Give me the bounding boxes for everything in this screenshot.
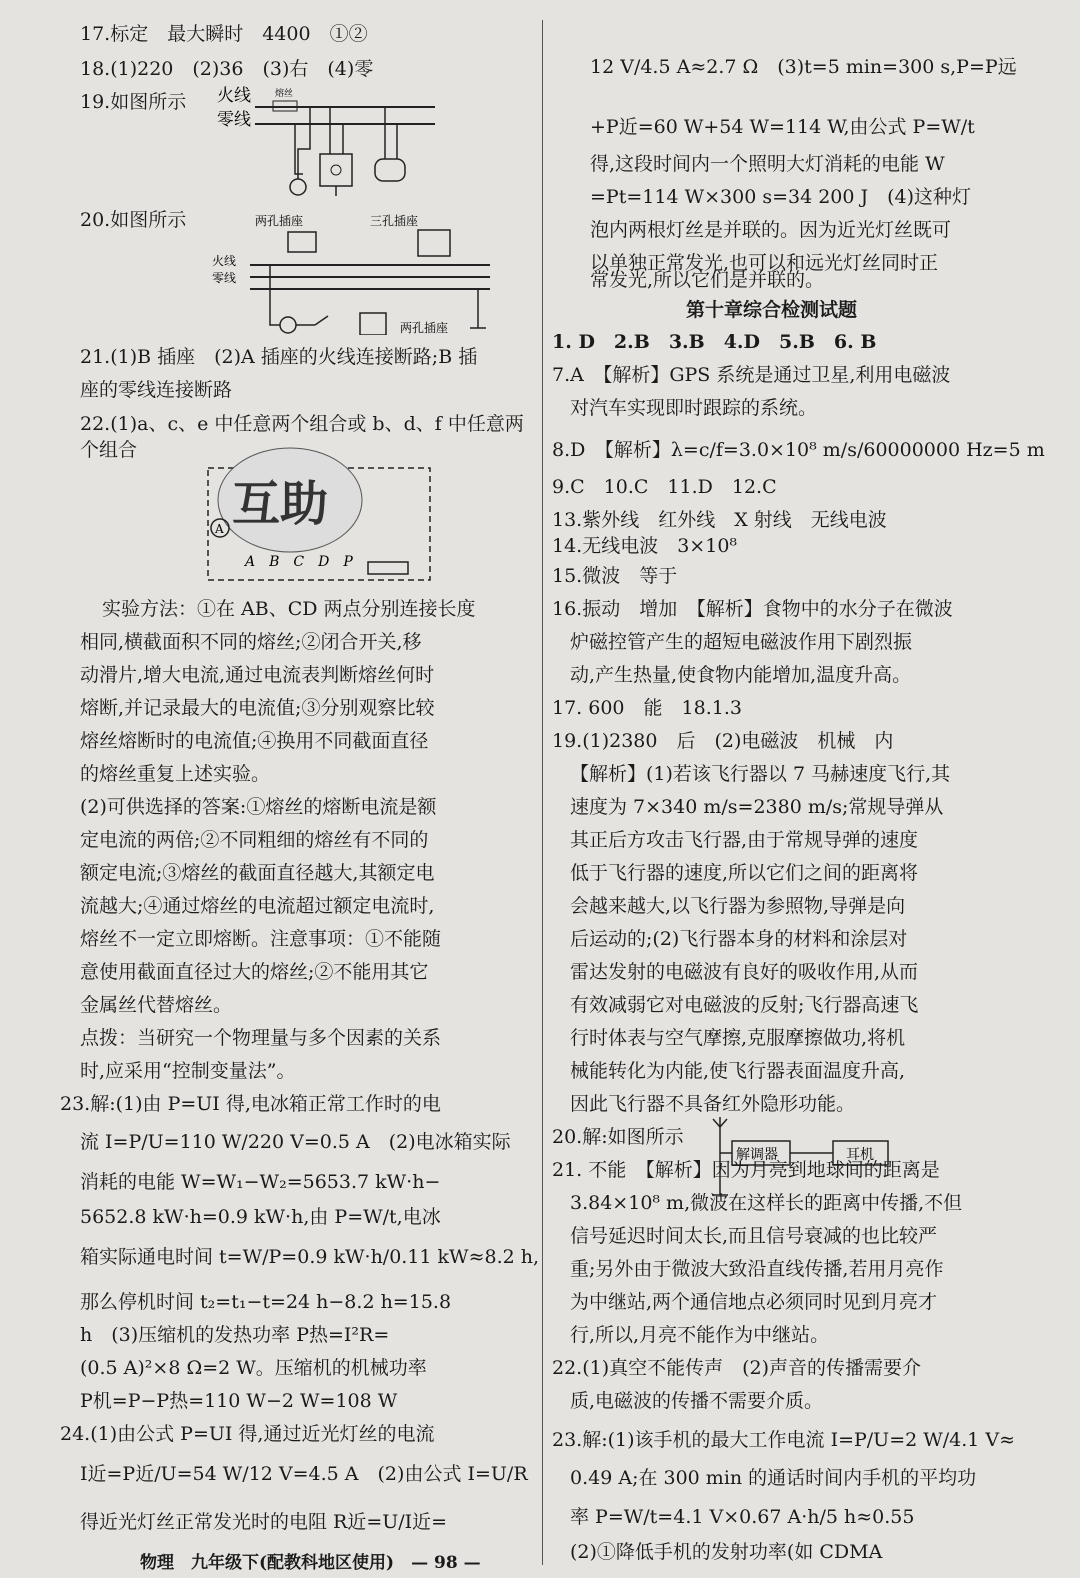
line-22i: (2)可供选择的答案:①熔丝的熔断电流是额 <box>80 796 437 818</box>
fig20-neutral-label: 零线 <box>212 271 237 285</box>
rline-36: 重;另外由于微波大致沿直线传播,若用月亮作 <box>570 1258 944 1280</box>
fig20-two-hole-b-label: 两孔插座 <box>400 321 449 335</box>
figure-19-circuit <box>215 84 445 204</box>
fig19-live-label: 火线 <box>217 86 251 106</box>
line-23i: P机=P−P热=110 W−2 W=108 W <box>80 1390 398 1412</box>
line-21a: 21.(1)B 插座 (2)A 插座的火线连接断路;B 插 <box>80 346 478 368</box>
rline-4: 泡内两根灯丝是并联的。因为近光灯丝既可 <box>590 219 952 241</box>
rline-23: 其正后方攻击飞行器,由于常规导弹的速度 <box>570 829 919 851</box>
line-22p: 点拨：当研究一个物理量与多个因素的关系 <box>80 1027 442 1049</box>
line-22l: 流越大;④通过熔丝的电流超过额定电流时, <box>80 895 435 917</box>
rline-26: 后运动的;(2)飞行器本身的材料和涂层对 <box>570 928 908 950</box>
line-23a: 23.解:(1)由 P=UI 得,电冰箱正常工作时的电 <box>60 1093 441 1115</box>
rline-15: 15.微波 等于 <box>552 565 678 587</box>
rline-12: 9.C 10.C 11.D 12.C <box>552 476 777 498</box>
line-18: 18.(1)220 (2)36 (3)右 (4)零 <box>80 58 374 80</box>
demodulator-label: 解调器 <box>736 1147 778 1163</box>
fig19-neutral-label: 零线 <box>217 110 251 130</box>
section-title: 第十章综合检测试题 <box>686 299 858 321</box>
line-23g: h (3)压缩机的发热功率 P热=I²R= <box>80 1324 390 1346</box>
line-22k: 额定电流;③熔丝的截面直径越大,其额定电 <box>80 862 435 884</box>
rline-41: 23.解:(1)该手机的最大工作电流 I=P/U=2 W/4.1 V≈ <box>552 1429 1016 1451</box>
rline-8: 1. D 2.B 3.B 4.D 5.B 6. B <box>552 331 877 353</box>
rline-6: 常发光,所以它们是并联的。 <box>590 269 825 291</box>
rline-38: 行,所以,月亮不能作为中继站。 <box>570 1324 830 1346</box>
fig20-live-label: 火线 <box>212 254 237 268</box>
rline-44: (2)①降低手机的发射功率(如 CDMA <box>570 1541 883 1563</box>
line-24c: 得近光灯丝正常发光时的电阻 R近=U/I近= <box>80 1511 448 1533</box>
rline-19: 17. 600 能 18.1.3 <box>552 697 742 719</box>
line-20: 20.如图所示 <box>80 209 187 231</box>
line-19: 19.如图所示 <box>80 91 187 113</box>
line-22h: 的熔丝重复上述实验。 <box>80 763 271 785</box>
two-hole-socket-icon <box>375 159 405 181</box>
rline-29: 行时体表与空气摩擦,克服摩擦做功,将机 <box>570 1027 906 1049</box>
rline-10: 对汽车实现即时跟踪的系统。 <box>570 397 818 419</box>
line-22q: 时,应采用“控制变量法”。 <box>80 1060 296 1082</box>
line-22c: 实验方法：①在 AB、CD 两点分别连接长度 <box>102 598 476 620</box>
line-24a: 24.(1)由公式 P=UI 得,通过近光灯丝的电流 <box>60 1423 435 1445</box>
fig20-two-hole-label: 两孔插座 <box>255 214 304 228</box>
rline-0: 12 V/4.5 A≈2.7 Ω (3)t=5 min=300 s,P=P远 <box>590 56 1017 78</box>
rline-24: 低于飞行器的速度,所以它们之间的距离将 <box>570 862 919 884</box>
rline-3: =Pt=114 W×300 s=34 200 J (4)这种灯 <box>590 186 972 208</box>
rline-40: 质,电磁波的传播不需要介质。 <box>570 1390 824 1412</box>
line-22m: 熔丝不一定立即熔断。注意事项：①不能随 <box>80 928 442 950</box>
line-22e: 动滑片,增大电流,通过电流表判断熔丝何时 <box>80 664 435 686</box>
line-23e: 箱实际通电时间 t=W/P=0.9 kW·h/0.11 kW≈8.2 h, <box>80 1246 540 1268</box>
rline-35: 信号延迟时间太长,而且信号衰减的也比较严 <box>570 1225 938 1247</box>
line-23f: 那么停机时间 t₂=t₁−t=24 h−8.2 h=15.8 <box>80 1291 452 1313</box>
line-22b: 个组合 <box>80 439 138 461</box>
line-22g: 熔丝熔断时的电流值;④换用不同截面直径 <box>80 730 429 752</box>
line-22d: 相同,横截面积不同的熔丝;②闭合开关,移 <box>80 631 422 653</box>
line-22n: 意使用截面直径过大的熔丝;②不能用其它 <box>80 961 429 983</box>
rline-25: 会越来越大,以飞行器为参照物,导弹是向 <box>570 895 906 917</box>
rline-9: 7.A 【解析】GPS 系统是通过卫星,利用电磁波 <box>552 364 951 386</box>
line-22j: 定电流的两倍;②不同粗细的熔丝有不同的 <box>80 829 429 851</box>
rline-33: 21. 不能 【解析】因为月亮到地球间的距离是 <box>552 1159 940 1181</box>
page-footer: 物理 九年级下(配教科地区使用) — 98 — <box>140 1553 481 1573</box>
rline-17: 炉磁控管产生的超短电磁波作用下剧烈振 <box>570 631 913 653</box>
ammeter-label: A <box>215 522 224 536</box>
rline-20: 19.(1)2380 后 (2)电磁波 机械 内 <box>552 730 894 752</box>
column-divider <box>542 20 543 1565</box>
rline-31: 因此飞行器不具备红外隐形功能。 <box>570 1093 856 1115</box>
rline-42: 0.49 A;在 300 min 的通话时间内手机的平均功 <box>570 1467 977 1489</box>
rline-28: 有效减弱它对电磁波的反射;飞行器高速飞 <box>570 994 919 1016</box>
fig19-fuse-label: 熔丝 <box>275 89 294 99</box>
rline-2: 得,这段时间内一个照明大灯消耗的电能 W <box>590 153 945 175</box>
line-23d: 5652.8 kW·h=0.9 kW·h,由 P=W/t,电冰 <box>80 1206 441 1228</box>
fig20-three-hole-label: 三孔插座 <box>370 214 419 228</box>
line-24b: I近=P近/U=54 W/12 V=4.5 A (2)由公式 I=U/R <box>80 1463 528 1485</box>
socket-icon <box>320 154 352 186</box>
line-22o: 金属丝代替熔丝。 <box>80 994 233 1016</box>
earphone-label: 耳机 <box>846 1147 874 1163</box>
line-22f: 熔断,并记录最大的电流值;③分别观察比较 <box>80 697 435 719</box>
rline-27: 雷达发射的电磁波有良好的吸收作用,从而 <box>570 961 919 983</box>
rline-5: 以单独正常发光,也可以和远光灯丝同时正 <box>590 252 939 274</box>
rline-30: 械能转化为内能,使飞行器表面温度升高, <box>570 1060 906 1082</box>
line-21b: 座的零线连接断路 <box>80 379 233 401</box>
lamp-icon <box>290 179 306 195</box>
line-22a: 22.(1)a、c、e 中任意两个组合或 b、d、f 中任意两 <box>80 413 524 435</box>
rline-16: 16.振动 增加 【解析】食物中的水分子在微波 <box>552 598 953 620</box>
line-23c: 消耗的电能 W=W₁−W₂=5653.7 kW·h− <box>80 1171 441 1193</box>
figure-22-experiment <box>200 440 440 590</box>
points-label: A B C D P <box>245 554 353 570</box>
rline-1: +P近=60 W+54 W=114 W,由公式 P=W/t <box>590 116 975 138</box>
rline-34: 3.84×10⁸ m,微波在这样长的距离中传播,不但 <box>570 1192 963 1214</box>
figure-20-circuit <box>210 210 500 335</box>
line-23b: 流 I=P/U=110 W/220 V=0.5 A (2)电冰箱实际 <box>80 1131 511 1153</box>
rline-37: 为中继站,两个通信地点必须同时见到月亮才 <box>570 1291 938 1313</box>
rline-22: 速度为 7×340 m/s=2380 m/s;常规导弹从 <box>570 796 944 818</box>
rline-11: 8.D 【解析】λ=c/f=3.0×10⁸ m/s/60000000 Hz=5 m <box>552 439 1045 461</box>
rline-43: 率 P=W/t=4.1 V×0.67 A·h/5 h≈0.55 <box>570 1506 915 1528</box>
rline-21: 【解析】(1)若该飞行器以 7 马赫速度飞行,其 <box>570 763 951 785</box>
rline-32: 20.解:如图所示 <box>552 1126 684 1148</box>
line-17: 17.标定 最大瞬时 4400 ①② <box>80 23 368 45</box>
rline-18: 动,产生热量,使食物内能增加,温度升高。 <box>570 664 912 686</box>
stamp-text: 互助 <box>232 476 329 532</box>
rline-39: 22.(1)真空不能传声 (2)声音的传播需要介 <box>552 1357 922 1379</box>
rline-13: 13.紫外线 红外线 X 射线 无线电波 <box>552 509 887 531</box>
rline-14: 14.无线电波 3×10⁸ <box>552 535 738 557</box>
line-23h: (0.5 A)²×8 Ω=2 W。压缩机的机械功率 <box>80 1357 427 1379</box>
